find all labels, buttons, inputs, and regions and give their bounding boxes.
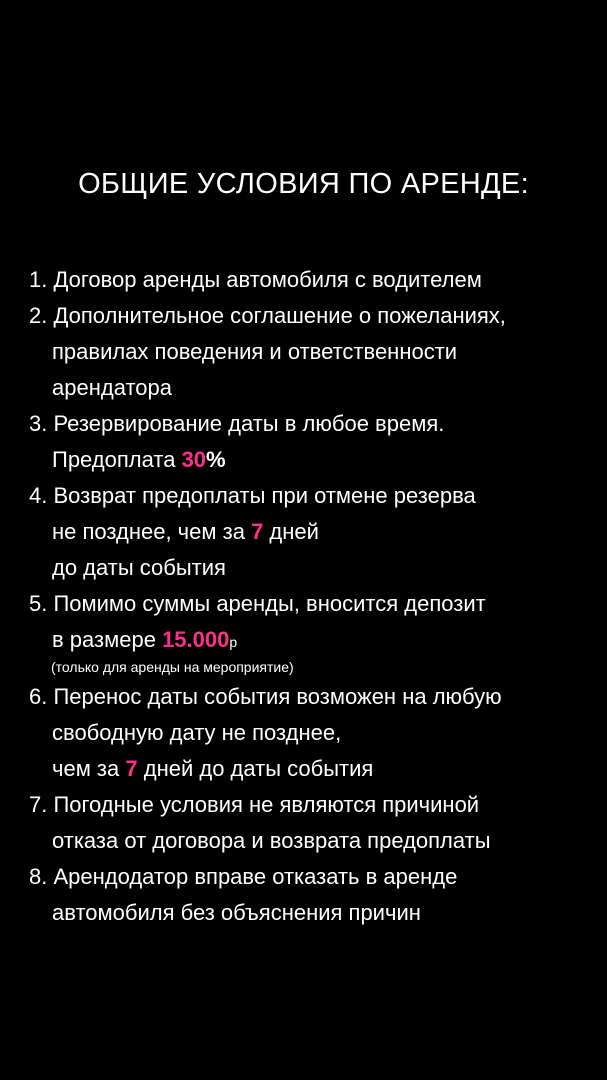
list-item-2-line-3: арендатора xyxy=(52,375,172,400)
deposit-note: (только для аренды на мероприятие) xyxy=(51,659,294,675)
page-title: ОБЩИЕ УСЛОВИЯ ПО АРЕНДЕ: xyxy=(78,168,529,200)
list-item-6-line-2: свободную дату не позднее, xyxy=(52,720,342,745)
list-item-4: 4. Возврат предоплаты при отмене резерва xyxy=(29,483,476,508)
list-item-7-line-2: отказа от договора и возврата предоплаты xyxy=(52,828,491,853)
deposit-amount-value: 15.000 xyxy=(162,627,230,652)
list-item-5: 5. Помимо суммы аренды, вносится депозит xyxy=(29,591,486,616)
list-item-6: 6. Перенос даты события возможен на любую xyxy=(29,684,502,709)
reschedule-label: чем за xyxy=(52,756,126,781)
prepayment-label: Предоплата xyxy=(52,447,182,472)
reschedule-days-value: 7 xyxy=(125,756,138,781)
list-item-3: 3. Резервирование даты в любое время. xyxy=(29,411,445,436)
list-item-8: 8. Арендодатор вправе отказать в аренде xyxy=(29,864,458,889)
list-item-4-line-3: до даты события xyxy=(52,555,226,580)
list-item-1: 1. Договор аренды автомобиля с водителем xyxy=(29,267,482,292)
list-item-3-line-2 xyxy=(29,442,604,478)
deposit-label: в размере xyxy=(52,627,163,652)
refund-days-value: 7 xyxy=(251,519,264,544)
currency-suffix: р xyxy=(229,634,238,650)
reschedule-days-suffix: дней до даты события xyxy=(137,756,374,781)
list-item-4-line-2 xyxy=(29,514,604,550)
refund-days-suffix: дней xyxy=(263,519,319,544)
list-item-8-line-2: автомобиля без объяснения причин xyxy=(52,900,421,925)
prepayment-percent-value: 30 xyxy=(181,447,207,472)
refund-deadline-label: не позднее, чем за xyxy=(52,519,252,544)
conditions-list xyxy=(29,262,604,931)
list-item-2-line-2: правилах поведения и ответственности xyxy=(52,339,458,364)
percent-sign: % xyxy=(206,447,226,472)
list-item-7: 7. Погодные условия не являются причиной xyxy=(29,792,480,817)
list-item-2: 2. Дополнительное соглашение о пожеланиях, xyxy=(29,303,506,328)
list-item-6-line-3 xyxy=(29,751,604,787)
list-item-5-line-2 xyxy=(29,622,604,658)
